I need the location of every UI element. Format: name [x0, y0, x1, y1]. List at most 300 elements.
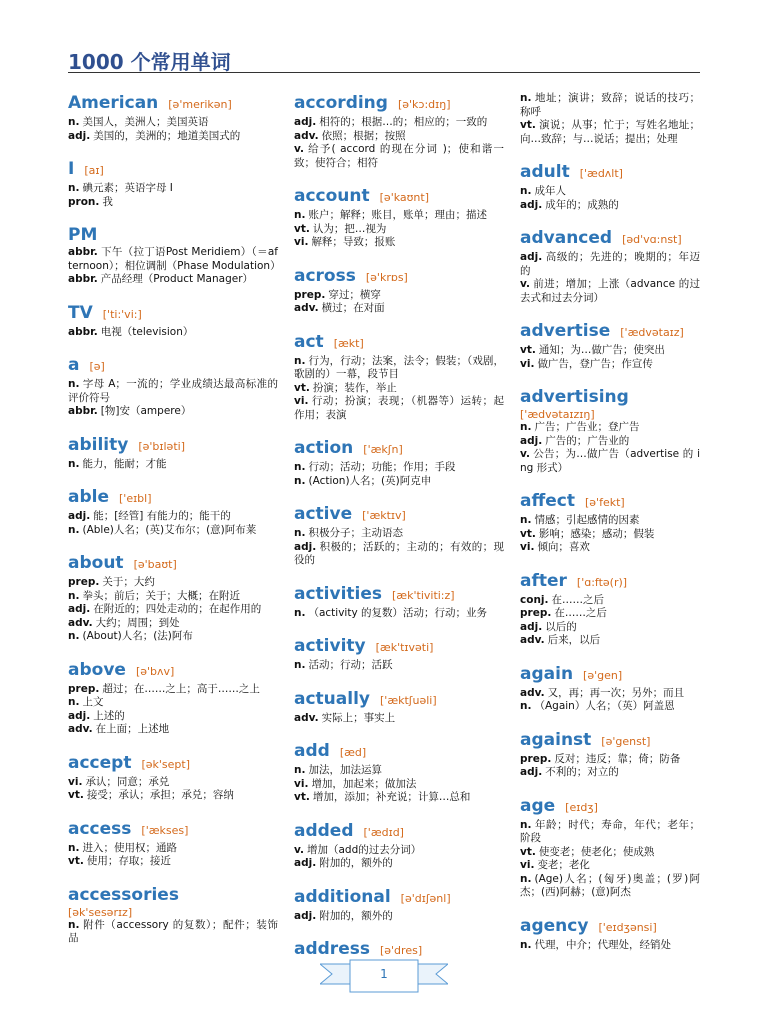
headword: again [520, 663, 574, 684]
definition-text: (Action)人名；(英)阿克申 [308, 474, 432, 487]
definition-text: 行动；扮演；表现；（机器等）运转；起作用；表演 [294, 395, 504, 421]
phonetic: [ə'fekt] [584, 496, 625, 509]
definition-text: 实际上；事实上 [321, 711, 396, 724]
definition-text: 影响；感染；感动；假装 [538, 527, 655, 540]
headword: ability [68, 434, 129, 455]
part-of-speech: adj. [68, 510, 91, 522]
part-of-speech: vt. [520, 119, 536, 131]
part-of-speech: vi. [294, 777, 309, 790]
entry-heading [68, 818, 278, 842]
headword: across [294, 265, 356, 286]
part-of-speech: n. [520, 938, 532, 951]
dictionary-entry [68, 552, 278, 644]
dictionary-entry [520, 161, 700, 212]
phonetic: [eɪdʒ] [565, 800, 598, 814]
definition-line [68, 710, 278, 724]
part-of-speech: adv. [520, 686, 545, 699]
definition-line [520, 700, 700, 714]
dictionary-entry [68, 752, 278, 803]
dictionary-entry [68, 434, 278, 472]
definition-line [68, 723, 278, 737]
definition-text: 情感；引起感情的因素 [534, 514, 640, 526]
headword: additional [294, 886, 391, 907]
dictionary-entry [294, 740, 504, 805]
phonetic: [ækt] [333, 336, 364, 350]
definition-text: 使变老；使老化；使成熟 [538, 845, 655, 858]
definition-line [68, 246, 281, 273]
part-of-speech: n. [520, 421, 532, 433]
phonetic: ['ædvətaɪzɪŋ] [520, 408, 595, 421]
definition-text: 接受；承认；承担；承兑；容纳 [86, 789, 234, 801]
definition-line [68, 630, 278, 644]
entry-heading [520, 795, 700, 819]
definition-text: 电视（television） [100, 325, 194, 338]
definition-line [68, 458, 278, 472]
definition-line [294, 712, 504, 726]
part-of-speech: adv. [294, 129, 319, 142]
definition-text: 附加的，额外的 [319, 857, 393, 869]
headword: advertising [520, 387, 629, 407]
part-of-speech: adj. [520, 198, 543, 211]
definition-text: 附件（accessory 的复数）；配件；装饰品 [68, 918, 278, 944]
definition-line [68, 378, 278, 405]
column-1 [68, 92, 281, 961]
definition-line [294, 130, 504, 144]
entry-heading [520, 915, 700, 939]
part-of-speech: adj. [294, 540, 317, 553]
definition-text: 承认；同意；承兑 [85, 775, 170, 788]
entry-heading [520, 729, 700, 753]
dictionary-entry [294, 265, 504, 316]
entry-heading [520, 570, 700, 594]
headword: accessories [68, 884, 179, 905]
phonetic: ['ti:'vi:] [102, 307, 142, 321]
definition-line [520, 766, 700, 780]
part-of-speech: vt. [520, 344, 536, 356]
definition-text: 增加（add的过去分词） [306, 843, 422, 856]
definition-text: 又，再；再一次；另外；而且 [547, 686, 685, 699]
part-of-speech: abbr. [68, 273, 98, 285]
definition-text: 反对；违反；靠；倚；防备 [554, 752, 681, 765]
part-of-speech: n. [294, 527, 306, 539]
entry-heading [520, 386, 700, 421]
definition-line [68, 590, 278, 604]
part-of-speech: n. [68, 696, 80, 708]
headword: about [68, 553, 124, 573]
phonetic: [ək'sept] [141, 757, 190, 771]
part-of-speech: adj. [294, 857, 317, 869]
definition-line [520, 819, 700, 846]
definition-text: 积极分子；主动语态 [308, 527, 403, 539]
definition-text: 账户；解释；账目，账单；理由；描述 [308, 209, 487, 221]
dictionary-entry [294, 185, 504, 250]
part-of-speech: n. [68, 523, 80, 536]
definition-line [294, 764, 504, 778]
dictionary-entry [520, 490, 700, 555]
part-of-speech: prep. [68, 682, 100, 695]
phonetic: [ə'kɔ:dɪŋ] [397, 98, 451, 111]
definition-line [520, 278, 700, 305]
part-of-speech: abbr. [68, 325, 98, 338]
dictionary-entry [294, 583, 504, 621]
page-number: 1 [380, 967, 388, 981]
phonetic: [æd] [339, 746, 367, 759]
part-of-speech: prep. [68, 576, 100, 588]
part-of-speech: n. [294, 354, 306, 367]
part-of-speech: n. [520, 700, 532, 712]
entry-heading [68, 752, 278, 776]
definition-line [520, 607, 700, 621]
part-of-speech: vi. [294, 395, 309, 407]
definition-line [68, 789, 278, 803]
part-of-speech: adv. [68, 723, 93, 735]
part-of-speech: vt. [294, 222, 310, 235]
definition-text: 广告；广告业；登广告 [534, 421, 640, 433]
headword: action [294, 438, 354, 458]
part-of-speech: prep. [294, 288, 326, 301]
phonetic: [ə'dres] [379, 944, 423, 957]
dictionary-entry [294, 503, 504, 568]
definition-text: 行动；活动；功能；作用；手段 [308, 461, 456, 473]
definition-line [520, 634, 700, 648]
dictionary-entry [520, 729, 700, 780]
definition-text: 做广告，登广告；作宣传 [537, 357, 653, 370]
definition-text: 变老；老化 [537, 859, 590, 871]
definition-line [520, 528, 700, 542]
phonetic: [ə'kaʊnt] [379, 191, 430, 204]
phonetic: [ə'baʊt] [133, 558, 177, 571]
headword: advanced [520, 228, 613, 248]
dictionary-entry [68, 354, 278, 419]
definition-text: 前进；增加；上涨（advance 的过去式和过去分词） [520, 278, 700, 304]
definition-line [68, 326, 278, 340]
dictionary-entry [294, 688, 504, 726]
definition-text: 增加，添加；补充说；计算…总和 [312, 791, 471, 803]
part-of-speech: vt. [520, 527, 536, 540]
definition-text: 穿过；横穿 [328, 288, 381, 301]
definition-line [294, 355, 504, 382]
definition-text: 字母 A；一流的；学业成绩达最高标准的评价符号 [68, 378, 278, 404]
definition-text: 广告的；广告业的 [545, 434, 630, 447]
part-of-speech: n. [68, 589, 80, 602]
entry-heading [294, 688, 504, 712]
phonetic: [ə'bʌv] [135, 664, 175, 678]
headword: act [294, 331, 324, 352]
definition-line [68, 196, 278, 210]
phonetic: ['ædɪd] [363, 825, 404, 839]
headword: added [294, 820, 354, 841]
entry-heading [294, 583, 504, 607]
definition-text: 拳头；前后；关于；大概；在附近 [82, 589, 240, 602]
part-of-speech: n. [294, 461, 306, 473]
definition-line [520, 846, 700, 860]
definition-line [520, 344, 700, 358]
headword: agency [520, 915, 589, 936]
part-of-speech: adj. [68, 603, 91, 615]
definition-line [520, 594, 700, 608]
definition-line [294, 541, 504, 568]
definition-text: 大约；周围；到处 [95, 616, 180, 629]
part-of-speech: n. [294, 474, 306, 487]
entry-heading [294, 820, 504, 844]
part-of-speech: n. [68, 457, 80, 470]
dictionary-entry [294, 331, 504, 423]
headword: according [294, 93, 388, 113]
definition-text: 美国人，美洲人；美国英语 [82, 116, 209, 128]
part-of-speech: n. [294, 606, 306, 619]
definition-line [68, 842, 278, 856]
entry-heading [294, 92, 504, 116]
part-of-speech: adj. [294, 909, 317, 922]
definition-line [68, 130, 278, 144]
definition-text: （activity 的复数）活动；行动；业务 [308, 606, 488, 619]
part-of-speech: v. [294, 143, 304, 155]
dictionary-entry [294, 820, 504, 871]
phonetic: ['ædʌlt] [579, 167, 623, 180]
definition-text: 演说；从事；忙于；写姓名地址；向…致辞；与…说话；提出；处理 [520, 119, 700, 145]
part-of-speech: n. [68, 918, 80, 931]
phonetic: [ək'sesərɪz] [68, 905, 133, 919]
phonetic: [ə'gen] [583, 668, 623, 682]
part-of-speech: vt. [294, 791, 310, 803]
headword: TV [68, 302, 93, 323]
dictionary-entry [68, 224, 281, 287]
part-of-speech: vt. [68, 855, 84, 867]
part-of-speech: prep. [520, 752, 552, 765]
definition-text: 地址；演讲；致辞；说话的技巧；称呼 [520, 92, 700, 118]
entry-heading [520, 161, 700, 185]
definition-text: 行为，行动；法案，法令；假装；（戏剧，歌剧的）一幕，段节目 [294, 354, 504, 380]
entry-heading [68, 92, 278, 116]
headword: above [68, 659, 126, 680]
definition-line [294, 209, 504, 223]
part-of-speech: adj. [68, 709, 91, 722]
part-of-speech: vi. [520, 859, 535, 871]
definition-text: 给予( accord 的现在分词 )；使和谐一致；使符合；相符 [294, 143, 504, 169]
headword: activity [294, 636, 366, 656]
definition-text: 上述的 [93, 709, 125, 722]
part-of-speech: n. [68, 630, 80, 642]
definition-text: 横过；在对面 [321, 302, 385, 314]
definition-text: 不利的；对立的 [545, 766, 619, 778]
definition-line [294, 143, 504, 170]
definition-line [294, 382, 504, 396]
definition-text: 积极的；活跃的；主动的；有效的；现役的 [294, 540, 504, 566]
phonetic: [æk'tɪvəti] [375, 641, 434, 654]
headword: account [294, 186, 370, 206]
definition-text: 解释；导致；报账 [311, 236, 396, 248]
dictionary-entry [520, 915, 700, 953]
part-of-speech: n. [520, 185, 532, 197]
entry-heading [520, 490, 700, 514]
definition-line [68, 855, 278, 869]
dictionary-entry [520, 570, 700, 648]
definition-line [294, 844, 504, 858]
definition-line [520, 92, 700, 119]
definition-line [294, 475, 504, 489]
phonetic: [aɪ] [84, 164, 104, 177]
definition-line [68, 919, 278, 946]
definition-line [520, 621, 700, 635]
entry-heading [68, 302, 278, 326]
part-of-speech: adj. [520, 620, 543, 633]
part-of-speech: n. [294, 659, 306, 671]
entry-heading [520, 227, 700, 251]
part-of-speech: vi. [520, 357, 535, 370]
phonetic: ['æktʃuəli] [380, 693, 437, 707]
part-of-speech: n. [520, 872, 532, 885]
definition-line [68, 683, 278, 697]
part-of-speech: n. [294, 209, 306, 221]
entry-heading [68, 552, 278, 576]
entry-heading [520, 663, 700, 687]
definition-text: 年龄；时代；寿命，年代；老年；阶段 [520, 818, 700, 844]
definition-line [520, 514, 700, 528]
definition-text: 认为；把…视为 [312, 222, 387, 235]
definition-text: (Age)人名；(匈牙)奥盖；(罗)阿杰；(西)阿赫；(意)阿杰 [520, 872, 700, 898]
part-of-speech: adj. [520, 766, 543, 778]
headword: able [68, 487, 109, 507]
entry-heading [520, 320, 700, 344]
definition-text: 在……之后 [554, 607, 607, 619]
dictionary-entry [68, 884, 278, 946]
part-of-speech: n. [294, 764, 306, 776]
definition-text: 活动；行动；活跃 [308, 659, 393, 671]
phonetic: [æk'tiviti:z] [392, 588, 455, 602]
phonetic: [ə'merikən] [168, 98, 232, 111]
definition-text: 通知；为…做广告；使突出 [538, 344, 665, 356]
phonetic: [ə'krɒs] [365, 270, 408, 284]
definition-text: 关于；大约 [102, 576, 155, 588]
part-of-speech: pron. [68, 195, 100, 208]
entry-heading [294, 265, 504, 289]
definition-line [294, 116, 504, 130]
entry-heading [294, 185, 504, 209]
dictionary-entry [68, 92, 278, 143]
definition-line [520, 435, 700, 449]
headword: access [68, 818, 132, 839]
part-of-speech: n. [68, 378, 80, 390]
definition-text: 以后的 [545, 620, 577, 633]
phonetic: ['eɪdʒənsi] [598, 920, 657, 934]
entry-heading [294, 635, 504, 659]
definition-text: 增加，加起来；做加法 [311, 777, 417, 790]
dictionary-entry [68, 818, 278, 869]
dictionary-entry [68, 659, 278, 737]
dictionary-entry [520, 663, 700, 714]
definition-line [294, 461, 504, 475]
definition-line [68, 603, 278, 617]
definition-line [294, 236, 504, 250]
entry-heading [68, 486, 278, 510]
definition-text: 下午（拉丁语Post Meridiem）（＝afternoon）；相位调制（Phase Modulation） [68, 246, 281, 272]
definition-line [294, 289, 504, 303]
definition-line [68, 405, 278, 419]
definition-text: 上文 [82, 696, 104, 708]
definition-text: 加法，加法运算 [308, 764, 382, 776]
part-of-speech: vi. [520, 541, 535, 553]
definition-text: 产品经理（Product Manager） [100, 273, 254, 285]
headword: after [520, 570, 567, 591]
definition-line [68, 116, 278, 130]
definition-text: 我 [102, 195, 113, 208]
phonetic: ['ɑ:ftə(r)] [576, 575, 628, 589]
part-of-speech: abbr. [68, 246, 98, 258]
definition-line [68, 182, 278, 196]
part-of-speech: adv. [520, 634, 545, 646]
part-of-speech: n. [520, 92, 532, 104]
definition-text: 附加的，额外的 [319, 909, 393, 922]
dictionary-entry [520, 386, 700, 475]
entry-heading [68, 884, 278, 919]
entry-heading [294, 331, 504, 355]
part-of-speech: v. [520, 448, 530, 460]
definition-text: 依照；根据；按照 [321, 129, 406, 142]
definition-line [294, 910, 504, 924]
headword: actually [294, 688, 370, 709]
part-of-speech: adv. [68, 616, 93, 629]
definition-text: 成年的；成熟的 [545, 198, 619, 211]
definition-line [520, 873, 700, 900]
definition-text: 扮演；装作，举止 [312, 381, 397, 394]
part-of-speech: vi. [294, 236, 309, 248]
headword: add [294, 741, 330, 761]
definition-text: 代理，中介；代理处，经销处 [534, 938, 671, 951]
headword: address [294, 939, 370, 959]
definition-line [520, 541, 700, 555]
definition-line [68, 576, 278, 590]
phonetic: ['ækses] [141, 823, 189, 837]
dictionary-entry [520, 227, 700, 305]
entry-heading [68, 224, 278, 246]
headword: adult [520, 162, 570, 182]
dictionary-entry [68, 158, 278, 209]
entry-heading [294, 437, 504, 461]
part-of-speech: vt. [294, 381, 310, 394]
definition-text: 成年人 [534, 185, 566, 197]
definition-text: （Again）人名；（英）阿盖恩 [534, 700, 675, 712]
part-of-speech: adv. [294, 302, 319, 314]
definition-text: 在……之后 [551, 593, 605, 606]
definition-line [68, 273, 278, 287]
dictionary-entry [68, 302, 278, 340]
part-of-speech: n. [520, 514, 532, 526]
headword: accept [68, 752, 132, 773]
phonetic: [ə'genst] [601, 734, 651, 748]
definition-text: 超过；在……之上；高于……之上 [102, 682, 260, 695]
definition-line [294, 395, 504, 422]
part-of-speech: abbr. [68, 405, 98, 417]
part-of-speech: adj. [294, 116, 317, 128]
part-of-speech: vt. [520, 845, 536, 858]
headword: PM [68, 225, 98, 245]
phonetic: [ə'bɪləti] [138, 439, 185, 453]
definition-line [520, 199, 700, 213]
part-of-speech: v. [520, 278, 530, 290]
definition-line [520, 753, 700, 767]
dictionary-entry [68, 486, 278, 537]
headword: activities [294, 583, 383, 604]
phonetic: [ə'dɪʃənl] [400, 891, 451, 905]
entry-heading [68, 434, 278, 458]
entry-heading [68, 354, 278, 378]
part-of-speech: n. [520, 818, 532, 831]
column-2 [294, 92, 504, 977]
definition-line [294, 527, 504, 541]
part-of-speech: adj. [520, 251, 543, 263]
definition-text: 进入；使用权；通路 [82, 841, 177, 854]
column-3 [520, 92, 700, 967]
